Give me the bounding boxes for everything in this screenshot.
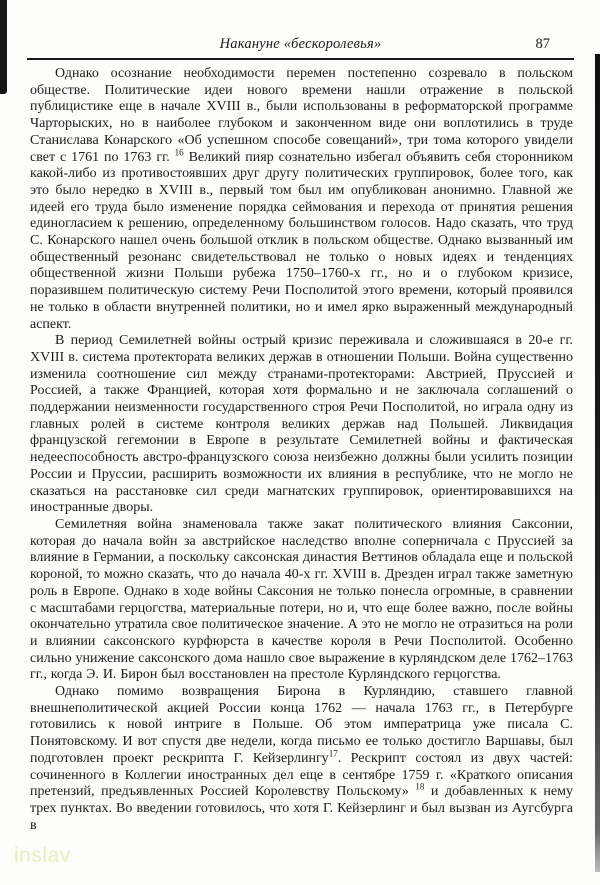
paragraph-text: Семилетняя война знаменовала также закат политического влияния Саксонии, которая до начала войн за австрийское наследство вполне соперничала с Пруссией за влияние в Германии, а поскольку саксонская династия Веттинов обладала еще и польской короной, то можно сказать, что до начала 40-х гг. XVIII в. Дрезден играл также заметную роль в Европе. Однако в ходе войны Саксония не только понесла огромные, в сравнении с масштабами герцогства, материальные потери, но и, что еще более важно, после войны окончательно утратила свое политическое значение. А это не могло не отразиться на роли и влиянии саксонского курфюрста в качестве короля в Речи Посполитой. Особенно сильно унижение саксонского дома нашло свое выражение в курляндском деле 1762–1763 гг., когда Э. И. Бирон был восстановлен на престоле Курляндского герцогства.: [30, 516, 573, 683]
paragraph: [30, 684, 573, 834]
page-number: 87: [535, 36, 550, 52]
paragraph: [30, 66, 573, 333]
paragraph-text: Великий пияр сознательно избегал объявить себя сторонником какой-либо из противостоявших друг другу политических группировок, более того, как это было нередко в XVIII в., первый том был им опубликован анонимно. Главной же идеей его труда было изменение порядка сеймования и перехода от принятия решения единогласием к решению, определенному большинством голосов. Надо сказать, что труд С. Конарского нашел очень большой отклик в польском обществе. Однако вызванный им общественный резонанс свидетельствовал не только о новых идеях и тенденциях общественной жизни Польши рубежа 1750–1760-х гг., но и о глубоком кризисе, поразившем политическую систему Речи Посполитой этого времени, который проявился не только в области внутренней политики, но и имел ярко выраженный международный аспект.: [30, 149, 573, 332]
footnote-marker: 17: [328, 748, 338, 759]
paragraph-text: В период Семилетней войны острый кризис переживала и сложившаяся в 20-е гг. XVIII в. система протектората великих держав в отношении Польши. Война существенно изменила соотношение сил между странами-протекторами: Австрией, Пруссией и Россией, а также Францией, которая хотя формально и не заключала соглашений о поддержании неизменности государственного строя Речи Посполитой, но играла одну из главных ролей в системе контроля великих держав над Польшей. Ликвидация французской гегемонии в Европе в результате Семилетней войны и фактическая недееспособность австро-французского союза неизбежно должны были усилить позиции России и Пруссии, расширить возможности их влияния в республике, что не могло не сказаться на расстановке сил среди магнатских группировок, ориентировавшихся на иностранные дворы.: [30, 333, 573, 516]
chapter-title: Накануне «бескоролевья»: [219, 36, 382, 52]
paragraph: [30, 333, 573, 517]
paragraph-text: Однако осознание необходимости перемен постепенно созревало в польском обществе. Политические идеи нового времени нашли отражение в польской публицистике еще в начале XVIII в., были использованы в реформаторской программе Чарторыских, но в наиболее глубоком и законченном виде они воплотились в труде Станислава Конарского «Об успешном способе совещаний», три тома которого увидели свет с 1761 по 1763 гг.: [30, 66, 573, 165]
header-rule: [27, 58, 574, 60]
library-watermark: inslav: [14, 844, 71, 867]
scan-artifact-right-edge: [595, 54, 600, 872]
paragraph-text: Однако помимо возвращения Бирона в Курляндию, ставшего главной внешнеполитической акцией России конца 1762 — начала 1763 гг., в Петербурге готовились к новой интриге в Польше. Об этом императрица уже писала С. Понятовскому. И вот спустя две недели, когда письмо ее только достигло Варшавы, был подготовлен проект рескрипта Г. Кейзерлингу: [30, 684, 573, 766]
page-body: [30, 66, 573, 834]
paragraph-text: и добавленных к нему трех пунктах. Во введении готовилось, что хотя Г. Кейзерлинг и был вызван из Аугсбурга в: [30, 784, 573, 833]
paragraph-text: . Рескрипт состоял из двух частей: сочиненного в Коллегии иностранных дел еще в сентябре 1759 г. «Краткого описания претензий, предъявленных Россией Королевству Польскому»: [30, 750, 573, 800]
footnote-marker: 16: [174, 146, 184, 157]
scan-artifact-left-edge: [0, 0, 7, 94]
paragraph: [30, 517, 573, 684]
running-header: [27, 36, 574, 54]
footnote-marker: 18: [415, 781, 425, 792]
